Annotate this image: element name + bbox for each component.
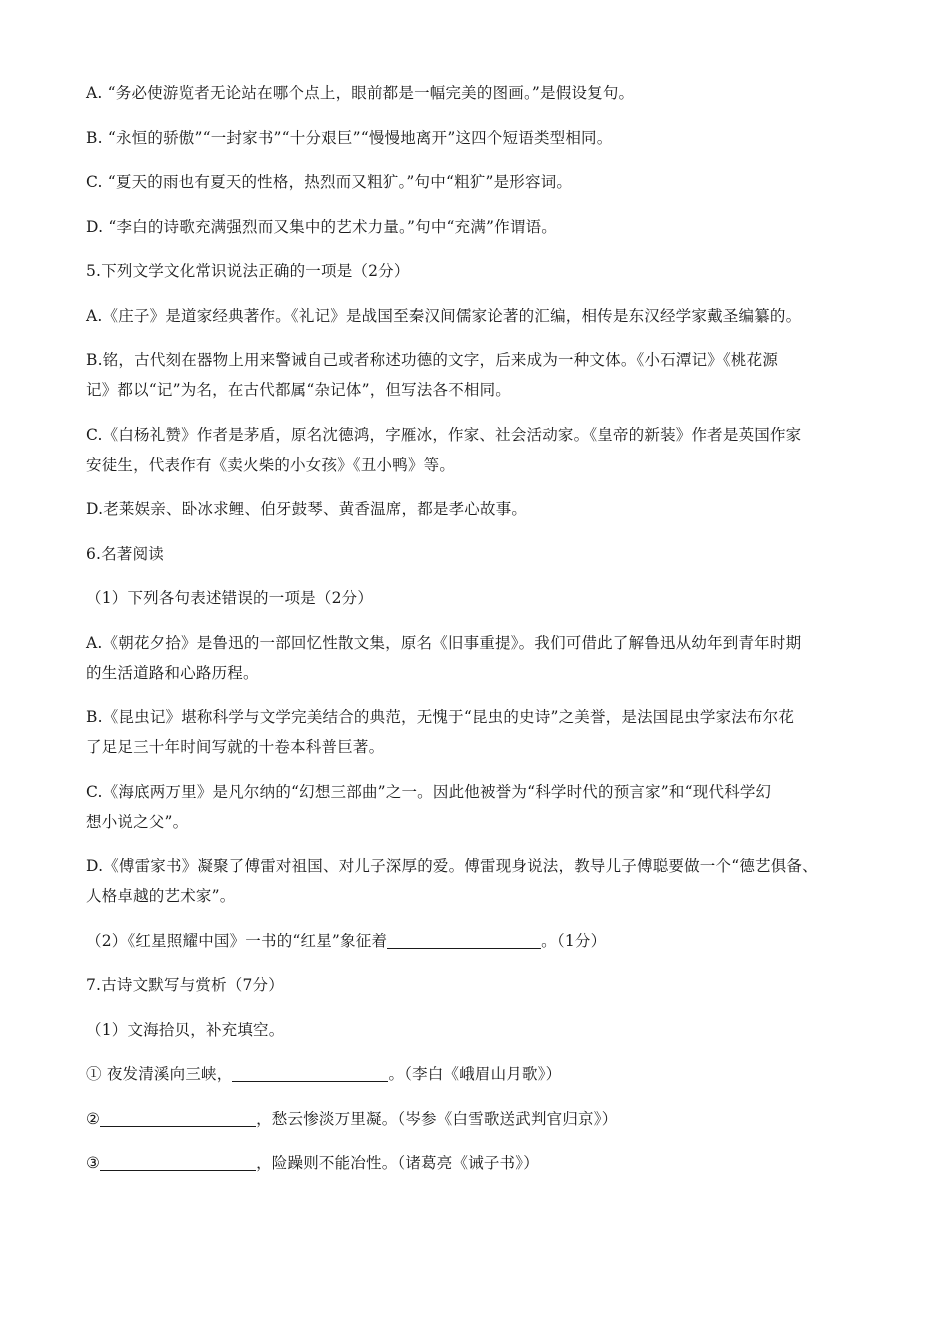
q6-option-d-line2: 人格卓越的艺术家”。 [86,887,236,905]
answer-blank[interactable] [387,930,541,949]
q6-option-c-line2: 想小说之父”。 [86,812,189,831]
q6-sub2-text: （2）《红星照耀中国》一书的“红星”象征着 [86,931,388,950]
q6-option-b-line1: B.《昆虫记》堪称科学与文学完美结合的典范，无愧于“昆虫的史诗”之美誉，是法国昆虫学家法布尔花 [86,708,795,726]
q7-stem: 7.古诗文默写与赏析（7分） [86,976,284,994]
q6-option-b [86,702,866,762]
q6-sub2 [86,926,866,956]
q5-stem: 5.下列文学文化常识说法正确的一项是（2分） [86,262,410,280]
q5-option-c [86,420,866,480]
q6-option-a-line1: A.《朝花夕拾》是鲁迅的一部回忆性散文集，原名《旧事重提》。我们可借此了解鲁迅从幼年到青年时期 [86,633,802,652]
q5-option-b-line1: B.铭，古代刻在器物上用来警诫自己或者称述功德的文字，后来成为一种文体。《小石潭记》《桃花源 [86,351,779,369]
q6-sub1: （1）下列各句表述错误的一项是（2分） [86,589,374,607]
q6-option-c-line1: C.《海底两万里》是凡尔纳的“幻想三部曲”之一。因此他被誉为“科学时代的预言家”和“现代科学幻 [86,782,772,801]
q7-item3-text: ，险躁则不能冶性。（诸葛亮《诫子书》） [256,1154,539,1172]
q6-option-d-line1: D.《傅雷家书》凝聚了傅雷对祖国、对儿子深厚的爱。傅雷现身说法，教导儿子傅聪要做一个“德艺俱备、 [86,857,818,875]
exam-page [86,78,866,1193]
q4-option-b: B. “永恒的骄傲”“一封家书”“十分艰巨”“慢慢地离开”这四个短语类型相同。 [86,128,613,147]
q5-option-b [86,345,866,405]
q4-option-a: A. “务必使游览者无论站在哪个点上，眼前都是一幅完美的图画。”是假设复句。 [86,84,635,102]
answer-blank[interactable] [232,1063,388,1082]
q7-item2 [86,1104,866,1134]
q5-option-c-line1: C.《白杨礼赞》作者是茅盾，原名沈德鸿，字雁冰，作家、社会活动家。《皇帝的新装》作者是英国作家 [86,425,802,444]
q7-item3-number: ③ [86,1154,101,1172]
q6-option-c [86,777,866,837]
q7-item1-source: 。（李白《峨眉山月歌》） [388,1065,562,1083]
q7-item1-text: ① 夜发清溪向三峡， [86,1065,233,1083]
q4-option-d: D. “李白的诗歌充满强烈而又集中的艺术力量。”句中“充满”作谓语。 [86,217,557,236]
q4-option-c: C. “夏天的雨也有夏天的性格，热烈而又粗犷。”句中“粗犷”是形容词。 [86,173,573,191]
q7-item1 [86,1059,866,1089]
q6-option-a-line2: 的生活道路和心路历程。 [86,663,259,682]
q6-option-d [86,851,866,911]
q5-option-a: A.《庄子》是道家经典著作。《礼记》是战国至秦汉间儒家论著的汇编，相传是东汉经学家戴圣编纂的。 [86,306,802,325]
q5-option-d: D.老莱娱亲、卧冰求鲤、伯牙鼓琴、黄香温席，都是孝心故事。 [86,500,528,518]
q5-option-b-line2: 记》都以“记”为名，在古代都属“杂记体”，但写法各不相同。 [86,381,511,399]
q7-item2-number: ② [86,1109,101,1128]
q7-item2-text: ，愁云惨淡万里凝。（岑参《白雪歌送武判官归京》） [256,1109,618,1128]
q6-option-a [86,628,866,688]
answer-blank[interactable] [100,1152,256,1171]
q6-option-b-line2: 了足足三十年时间写就的十卷本科普巨著。 [86,738,385,756]
q6-stem: 6.名著阅读 [86,544,164,563]
q7-sub1: （1）文海拾贝，补充填空。 [86,1020,285,1039]
q5-option-c-line2: 安徒生，代表作有《卖火柴的小女孩》《丑小鸭》等。 [86,455,456,474]
q6-sub2-suffix: 。（1分） [541,931,607,950]
q7-item3 [86,1148,866,1178]
answer-blank[interactable] [100,1108,256,1127]
